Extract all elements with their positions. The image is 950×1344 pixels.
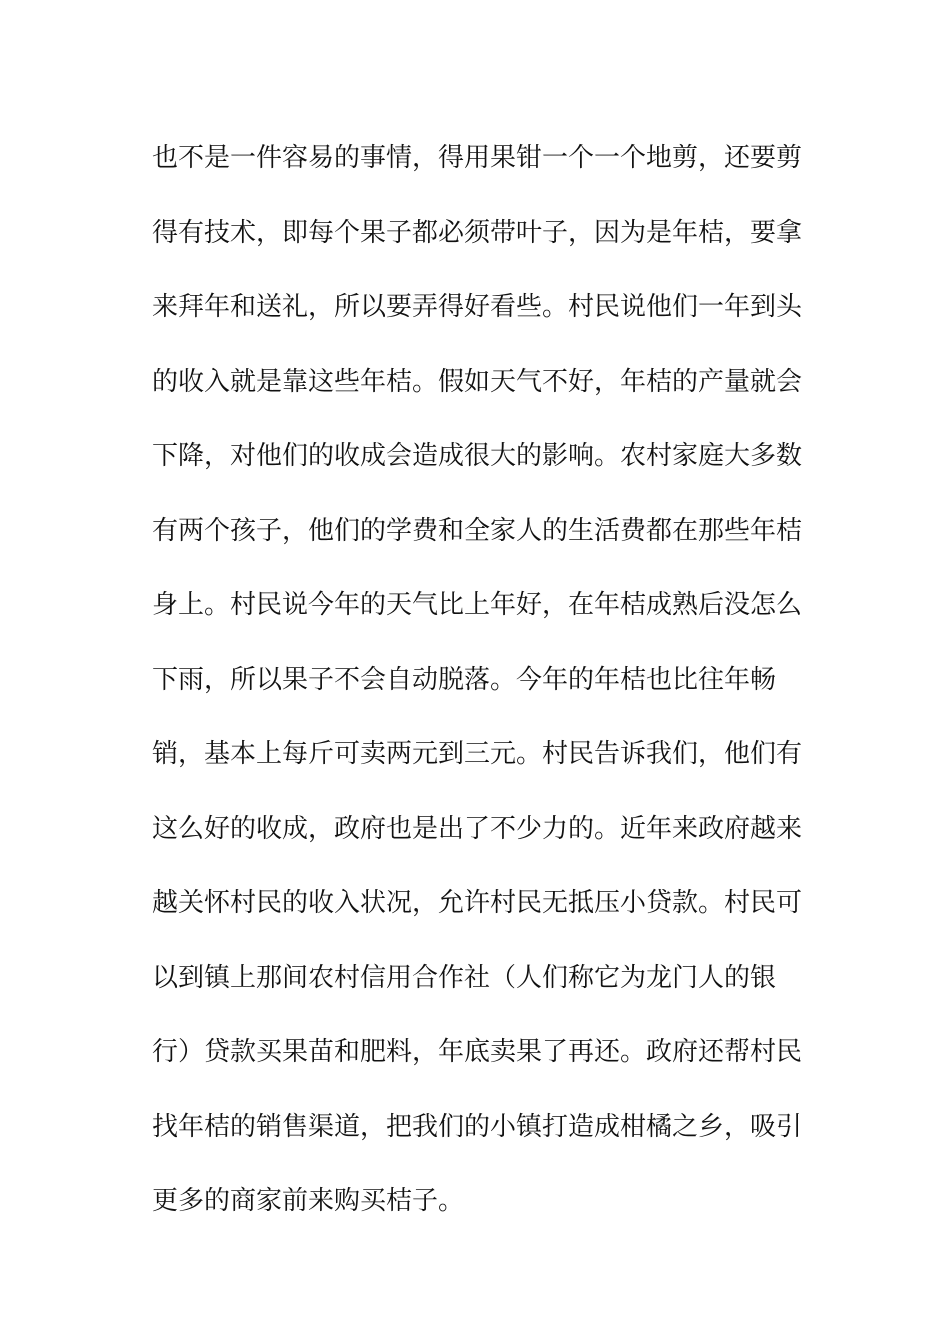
text-line: 也不是一件容易的事情，得用果钳一个一个地剪，还要剪 xyxy=(152,143,803,173)
text-line: 来拜年和送礼，所以要弄得好看些。村民说他们一年到头 xyxy=(152,292,803,322)
text-line: 更多的商家前来购买桔子。 xyxy=(152,1186,465,1216)
text-line: 下雨，所以果子不会自动脱落。今年的年桔也比往年畅 xyxy=(152,664,777,695)
body-paragraph xyxy=(152,130,802,1248)
text-line: 行）贷款买果苗和肥料，年底卖果了再还。政府还帮村民 xyxy=(152,1037,803,1067)
text-line: 销，基本上每斤可卖两元到三元。村民告诉我们，他们有 xyxy=(152,739,803,769)
text-line: 的收入就是靠这些年桔。假如天气不好，年桔的产量就会 xyxy=(152,366,803,397)
text-line: 以到镇上那间农村信用合作社（人们称它为龙门人的银 xyxy=(152,962,777,993)
text-line: 身上。村民说今年的天气比上年好，在年桔成熟后没怎么 xyxy=(152,590,803,620)
text-line: 找年桔的销售渠道，把我们的小镇打造成柑橘之乡，吸引 xyxy=(152,1111,803,1142)
text-line: 下降，对他们的收成会造成很大的影响。农村家庭大多数 xyxy=(152,441,803,471)
text-line: 得有技术，即每个果子都必须带叶子，因为是年桔，要拿 xyxy=(152,217,803,248)
text-line: 这么好的收成，政府也是出了不少力的。近年来政府越来 xyxy=(152,813,803,844)
text-line: 越关怀村民的收入状况，允许村民无抵压小贷款。村民可 xyxy=(152,888,803,918)
text-line: 有两个孩子，他们的学费和全家人的生活费都在那些年桔 xyxy=(152,515,803,546)
